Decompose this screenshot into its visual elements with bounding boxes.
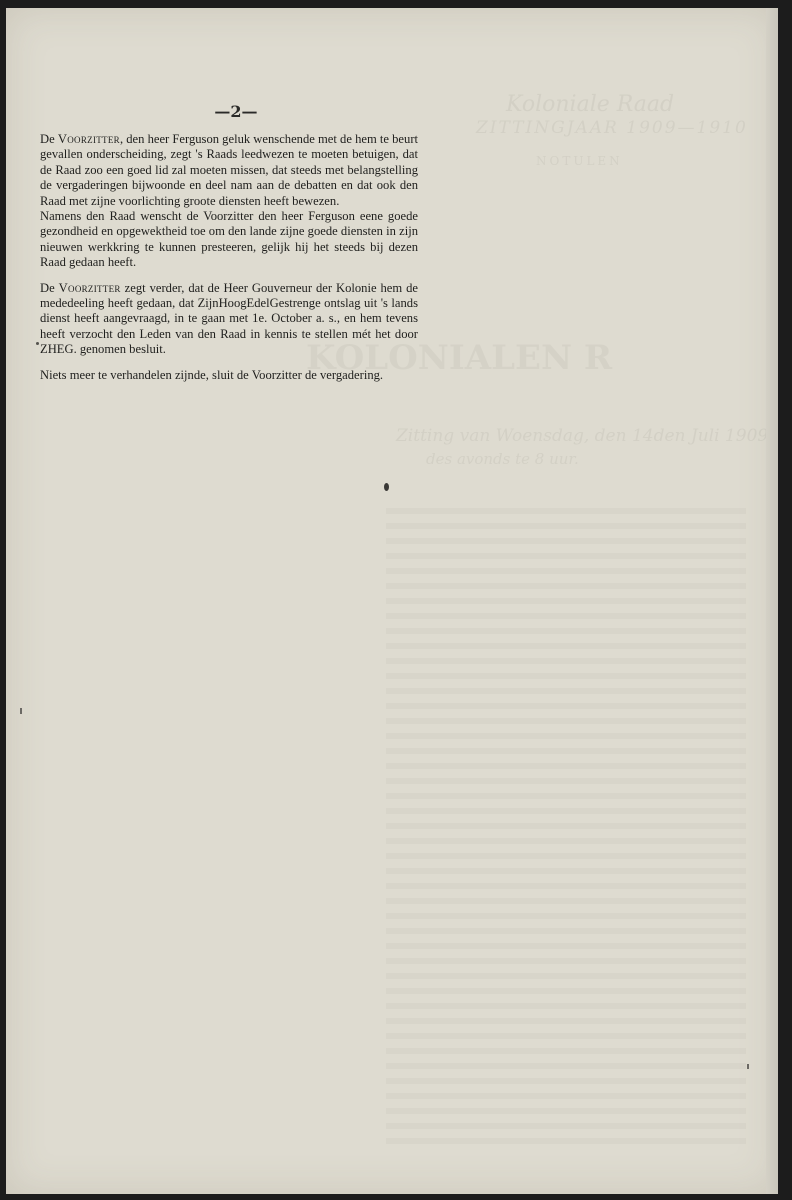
paragraph-lead: De	[40, 132, 55, 146]
paragraph-text: , den heer Ferguson geluk wenschende met de hem te beurt gevallen onderscheiding, zegt 's Raads leedwezen te moeten betuigen, dat de Raad zoo een goed lid zal moeten missen, dat steeds met belangstelling de vergaderingen bijwoonde en deel nam aan de debatten en dat ook den Raad met zijne voorlichting groote diensten heeft bewezen.	[40, 132, 419, 208]
ink-spot	[384, 483, 389, 491]
show-through-line: NOTULEN	[536, 154, 623, 168]
margin-mark	[747, 1064, 749, 1069]
speaker-name: Voorzitter	[58, 280, 121, 295]
margin-mark	[20, 708, 22, 714]
paragraph	[40, 132, 418, 209]
page-number: —2—	[214, 102, 258, 121]
paragraph: Niets meer te verhandelen zijnde, sluit de Voorzitter de vergadering.	[40, 367, 384, 382]
paragraph-lead: De	[40, 280, 55, 295]
body-text	[40, 132, 418, 383]
show-through-body	[386, 508, 746, 1148]
show-through-line: Zitting van Woensdag, den 14den Juli 1909,	[396, 426, 774, 446]
show-through-line: Koloniale Raad	[506, 92, 675, 117]
document-page	[6, 8, 778, 1194]
show-through-line: ZITTINGJAAR 1909—1910	[476, 118, 748, 138]
margin-mark	[36, 342, 39, 345]
speaker-name: Voorzitter	[57, 132, 120, 146]
page-edge	[766, 8, 778, 1194]
paragraph-text: zegt verder, dat de Heer Gouverneur der Kolonie hem de mededeeling heeft gedaan, dat ZijnHoogEdelGestrenge ontslag uit 's lands dienst heeft aangevraagd, in te gaan met 1e. October a. s., en hem tevens heeft verzocht den Leden van den Raad in kennis te stellen mét het door ZHEG. genomen besluit.	[40, 280, 419, 357]
paragraph: Namens den Raad wenscht de Voorzitter den heer Ferguson eene goede gezondheid en opgewektheid toe om den lande zijne goede diensten in zijn nieuwen werkkring te kunnen presteeren, gelijk hij het steeds bij dezen Raad gedaan heeft.	[40, 209, 418, 270]
paragraph	[40, 281, 418, 358]
show-through-line: des avonds te 8 uur.	[426, 450, 579, 468]
show-through-line: KOLONIALEN R	[306, 338, 613, 378]
